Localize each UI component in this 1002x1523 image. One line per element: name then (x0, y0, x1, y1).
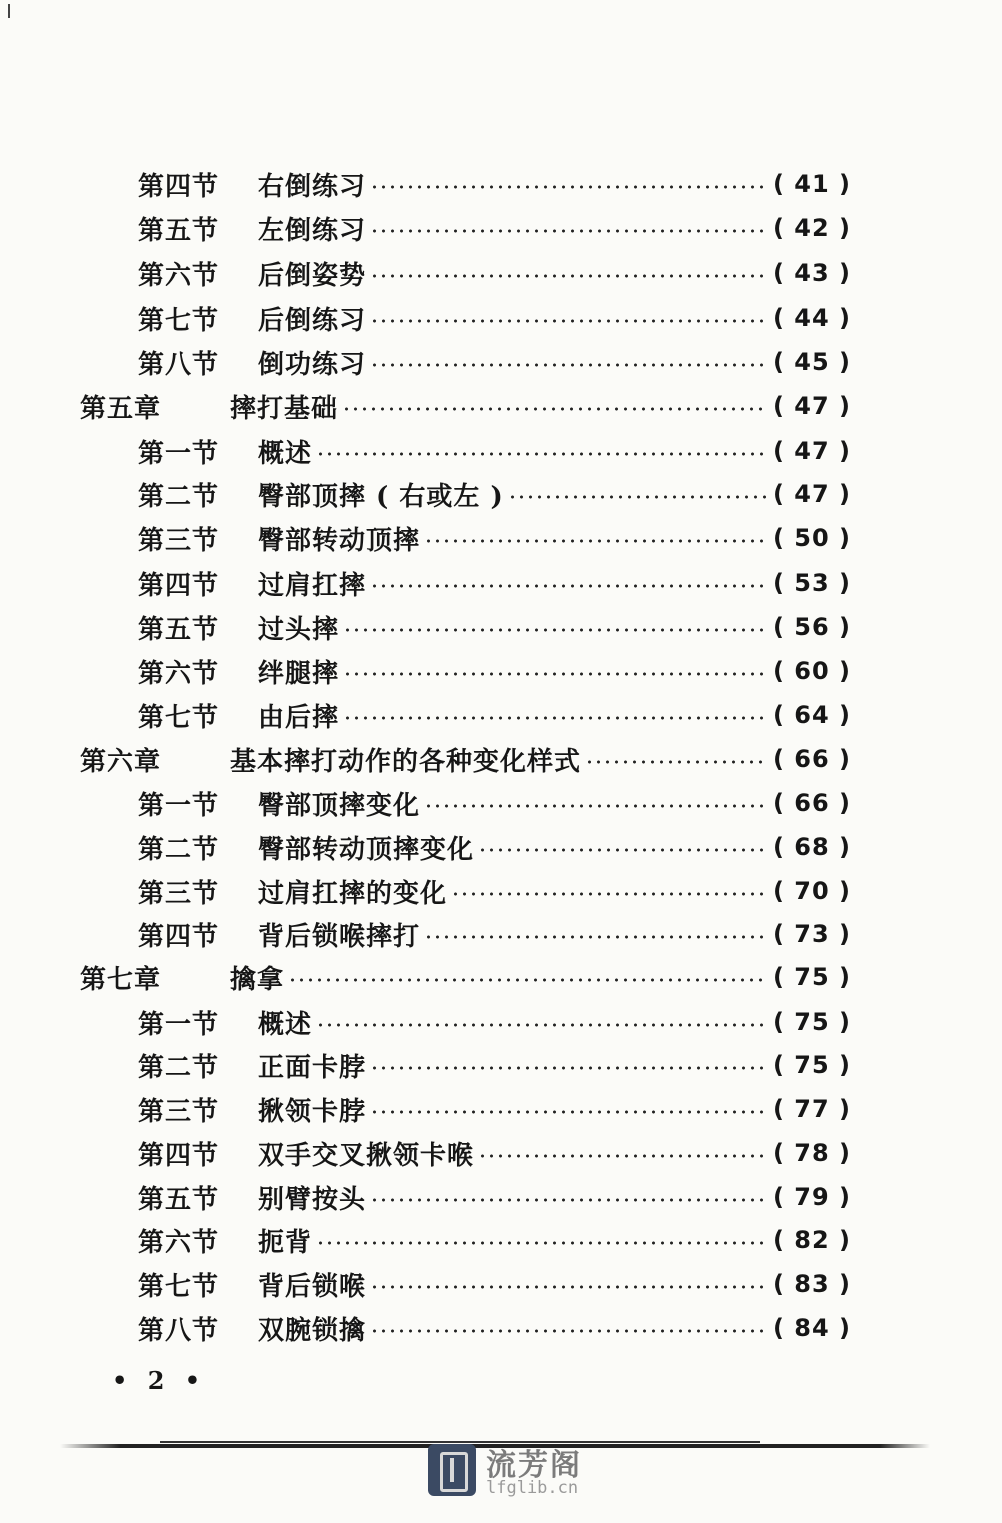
toc-entry (0, 1043, 1002, 1087)
watermark-url: lfglib.cn (486, 1478, 579, 1498)
leader-dots (370, 1198, 768, 1202)
toc-page: ( 50 ) (772, 524, 852, 552)
toc-page: ( 64 ) (772, 701, 852, 729)
toc-title: 背后锁喉摔打 (258, 921, 421, 952)
leader-dots (451, 892, 768, 896)
page-number: • 2 • (112, 1366, 207, 1395)
toc-entry (0, 162, 1002, 206)
toc-label: 第五章 (80, 393, 162, 424)
toc-label: 第二节 (138, 1052, 220, 1083)
toc-title: 别臂按头 (258, 1184, 367, 1215)
toc-page: ( 77 ) (772, 1095, 852, 1123)
toc-entry (0, 472, 1002, 516)
toc-entry (0, 693, 1002, 737)
toc-title: 臀部转动顶摔变化 (258, 834, 475, 865)
toc-page: ( 75 ) (772, 1008, 852, 1036)
toc-page: ( 47 ) (772, 392, 852, 420)
toc-page: ( 82 ) (772, 1226, 852, 1254)
toc-label: 第六章 (80, 746, 162, 777)
toc-page: ( 70 ) (772, 877, 852, 905)
leader-dots (424, 935, 768, 939)
toc-entry (0, 605, 1002, 649)
toc-entry (0, 649, 1002, 693)
toc-page: ( 66 ) (772, 789, 852, 817)
toc-page: ( 68 ) (772, 833, 852, 861)
toc-entry (0, 251, 1002, 295)
leader-dots (478, 848, 768, 852)
toc-title: 揪领卡脖 (258, 1096, 367, 1127)
toc-page: ( 60 ) (772, 657, 852, 685)
leader-dots (288, 978, 768, 982)
toc-entry (0, 561, 1002, 605)
toc-title: 正面卡脖 (258, 1052, 367, 1083)
toc-label: 第五节 (138, 215, 220, 246)
toc-title: 扼背 (258, 1227, 313, 1258)
leader-dots (370, 1066, 768, 1070)
toc-title: 右倒练习 (258, 171, 367, 202)
toc-title: 后倒练习 (258, 305, 367, 336)
toc-entry (0, 781, 1002, 825)
toc-entry (0, 1000, 1002, 1044)
toc-title: 过肩扛摔的变化 (258, 878, 448, 909)
toc-label: 第三节 (138, 525, 220, 556)
toc-title: 双手交叉揪领卡喉 (258, 1140, 475, 1171)
toc-label: 第八节 (138, 349, 220, 380)
toc-page: ( 75 ) (772, 1051, 852, 1079)
toc-page: ( 44 ) (772, 304, 852, 332)
toc-title: 过肩扛摔 (258, 570, 367, 601)
watermark (428, 1438, 598, 1502)
toc-title: 臀部转动顶摔 (258, 525, 421, 556)
toc-label: 第三节 (138, 1096, 220, 1127)
toc-page: ( 79 ) (772, 1183, 852, 1211)
toc-label: 第四节 (138, 570, 220, 601)
toc-label: 第六节 (138, 1227, 220, 1258)
toc-entry (0, 869, 1002, 913)
leader-dots (343, 716, 768, 720)
toc-entry (0, 825, 1002, 869)
toc-page: ( 42 ) (772, 214, 852, 242)
toc-entry (0, 912, 1002, 956)
toc-title: 后倒姿势 (258, 260, 367, 291)
toc-label: 第七章 (80, 964, 162, 995)
toc-page: ( 45 ) (772, 348, 852, 376)
toc-title: 过头摔 (258, 614, 340, 645)
toc-title: 左倒练习 (258, 215, 367, 246)
toc-label: 第二节 (138, 481, 220, 512)
toc-page: ( 47 ) (772, 437, 852, 465)
toc-page: ( 43 ) (772, 259, 852, 287)
toc-title: 背后锁喉 (258, 1271, 367, 1302)
toc-entry (0, 516, 1002, 560)
toc-label: 第三节 (138, 878, 220, 909)
toc-title: 由后摔 (258, 702, 340, 733)
leader-dots (316, 452, 768, 456)
leader-dots (370, 229, 768, 233)
toc-title: 摔打基础 (230, 393, 339, 424)
toc-page: ( 53 ) (772, 569, 852, 597)
toc-page: ( 66 ) (772, 745, 852, 773)
leader-dots (585, 760, 768, 764)
toc-title: 倒功练习 (258, 349, 367, 380)
toc-label: 第五节 (138, 1184, 220, 1215)
toc-label: 第四节 (138, 171, 220, 202)
toc-label: 第四节 (138, 921, 220, 952)
toc-page: ( 73 ) (772, 920, 852, 948)
leader-dots (370, 274, 768, 278)
toc-title: 基本摔打动作的各种变化样式 (230, 746, 582, 777)
leader-dots (342, 407, 768, 411)
leader-dots (370, 363, 768, 367)
leader-dots (478, 1154, 768, 1158)
leader-dots (316, 1023, 768, 1027)
toc-title: 概述 (258, 438, 313, 469)
toc-entry (0, 737, 1002, 781)
toc-page: ( 83 ) (772, 1270, 852, 1298)
leader-dots (424, 804, 768, 808)
toc-page: ( 84 ) (772, 1314, 852, 1342)
toc-entry (0, 1262, 1002, 1306)
toc-entry (0, 1131, 1002, 1175)
toc-page: ( 75 ) (772, 963, 852, 991)
watermark-name: 流芳阁 (486, 1448, 582, 1483)
leader-dots (370, 319, 768, 323)
toc-entry (0, 1087, 1002, 1131)
leader-dots (508, 495, 768, 499)
toc-label: 第七节 (138, 305, 220, 336)
leader-dots (370, 1110, 768, 1114)
toc-label: 第二节 (138, 834, 220, 865)
leader-dots (370, 584, 768, 588)
leader-dots (370, 1285, 768, 1289)
toc-entry (0, 1306, 1002, 1350)
toc-title: 臀部顶摔 ( 右或左 ) (258, 481, 504, 512)
toc-label: 第五节 (138, 614, 220, 645)
toc-label: 第八节 (138, 1315, 220, 1346)
toc-title: 绊腿摔 (258, 658, 340, 689)
toc-entry (0, 1175, 1002, 1219)
toc-label: 第四节 (138, 1140, 220, 1171)
toc-label: 第一节 (138, 1009, 220, 1040)
toc-title: 双腕锁擒 (258, 1315, 367, 1346)
leader-dots (316, 1241, 768, 1245)
toc-entry (0, 955, 1002, 999)
toc-entry (0, 1218, 1002, 1262)
toc-label: 第一节 (138, 790, 220, 821)
toc-label: 第一节 (138, 438, 220, 469)
toc-title: 臀部顶摔变化 (258, 790, 421, 821)
toc-label: 第七节 (138, 1271, 220, 1302)
toc-page: ( 47 ) (772, 480, 852, 508)
leader-dots (424, 539, 768, 543)
leader-dots (370, 1329, 768, 1333)
scan-mark (8, 4, 10, 18)
toc-page: ( 56 ) (772, 613, 852, 641)
toc-title: 擒拿 (230, 964, 285, 995)
toc-entry (0, 340, 1002, 384)
toc-entry (0, 296, 1002, 340)
toc-entry (0, 384, 1002, 428)
leader-dots (343, 628, 768, 632)
book-icon (428, 1444, 476, 1496)
toc-page: ( 78 ) (772, 1139, 852, 1167)
toc-label: 第七节 (138, 702, 220, 733)
toc-entry (0, 206, 1002, 250)
toc-entry (0, 429, 1002, 473)
leader-dots (343, 672, 768, 676)
toc-label: 第六节 (138, 658, 220, 689)
toc-title: 概述 (258, 1009, 313, 1040)
toc-page: ( 41 ) (772, 170, 852, 198)
leader-dots (370, 185, 768, 189)
toc-label: 第六节 (138, 260, 220, 291)
